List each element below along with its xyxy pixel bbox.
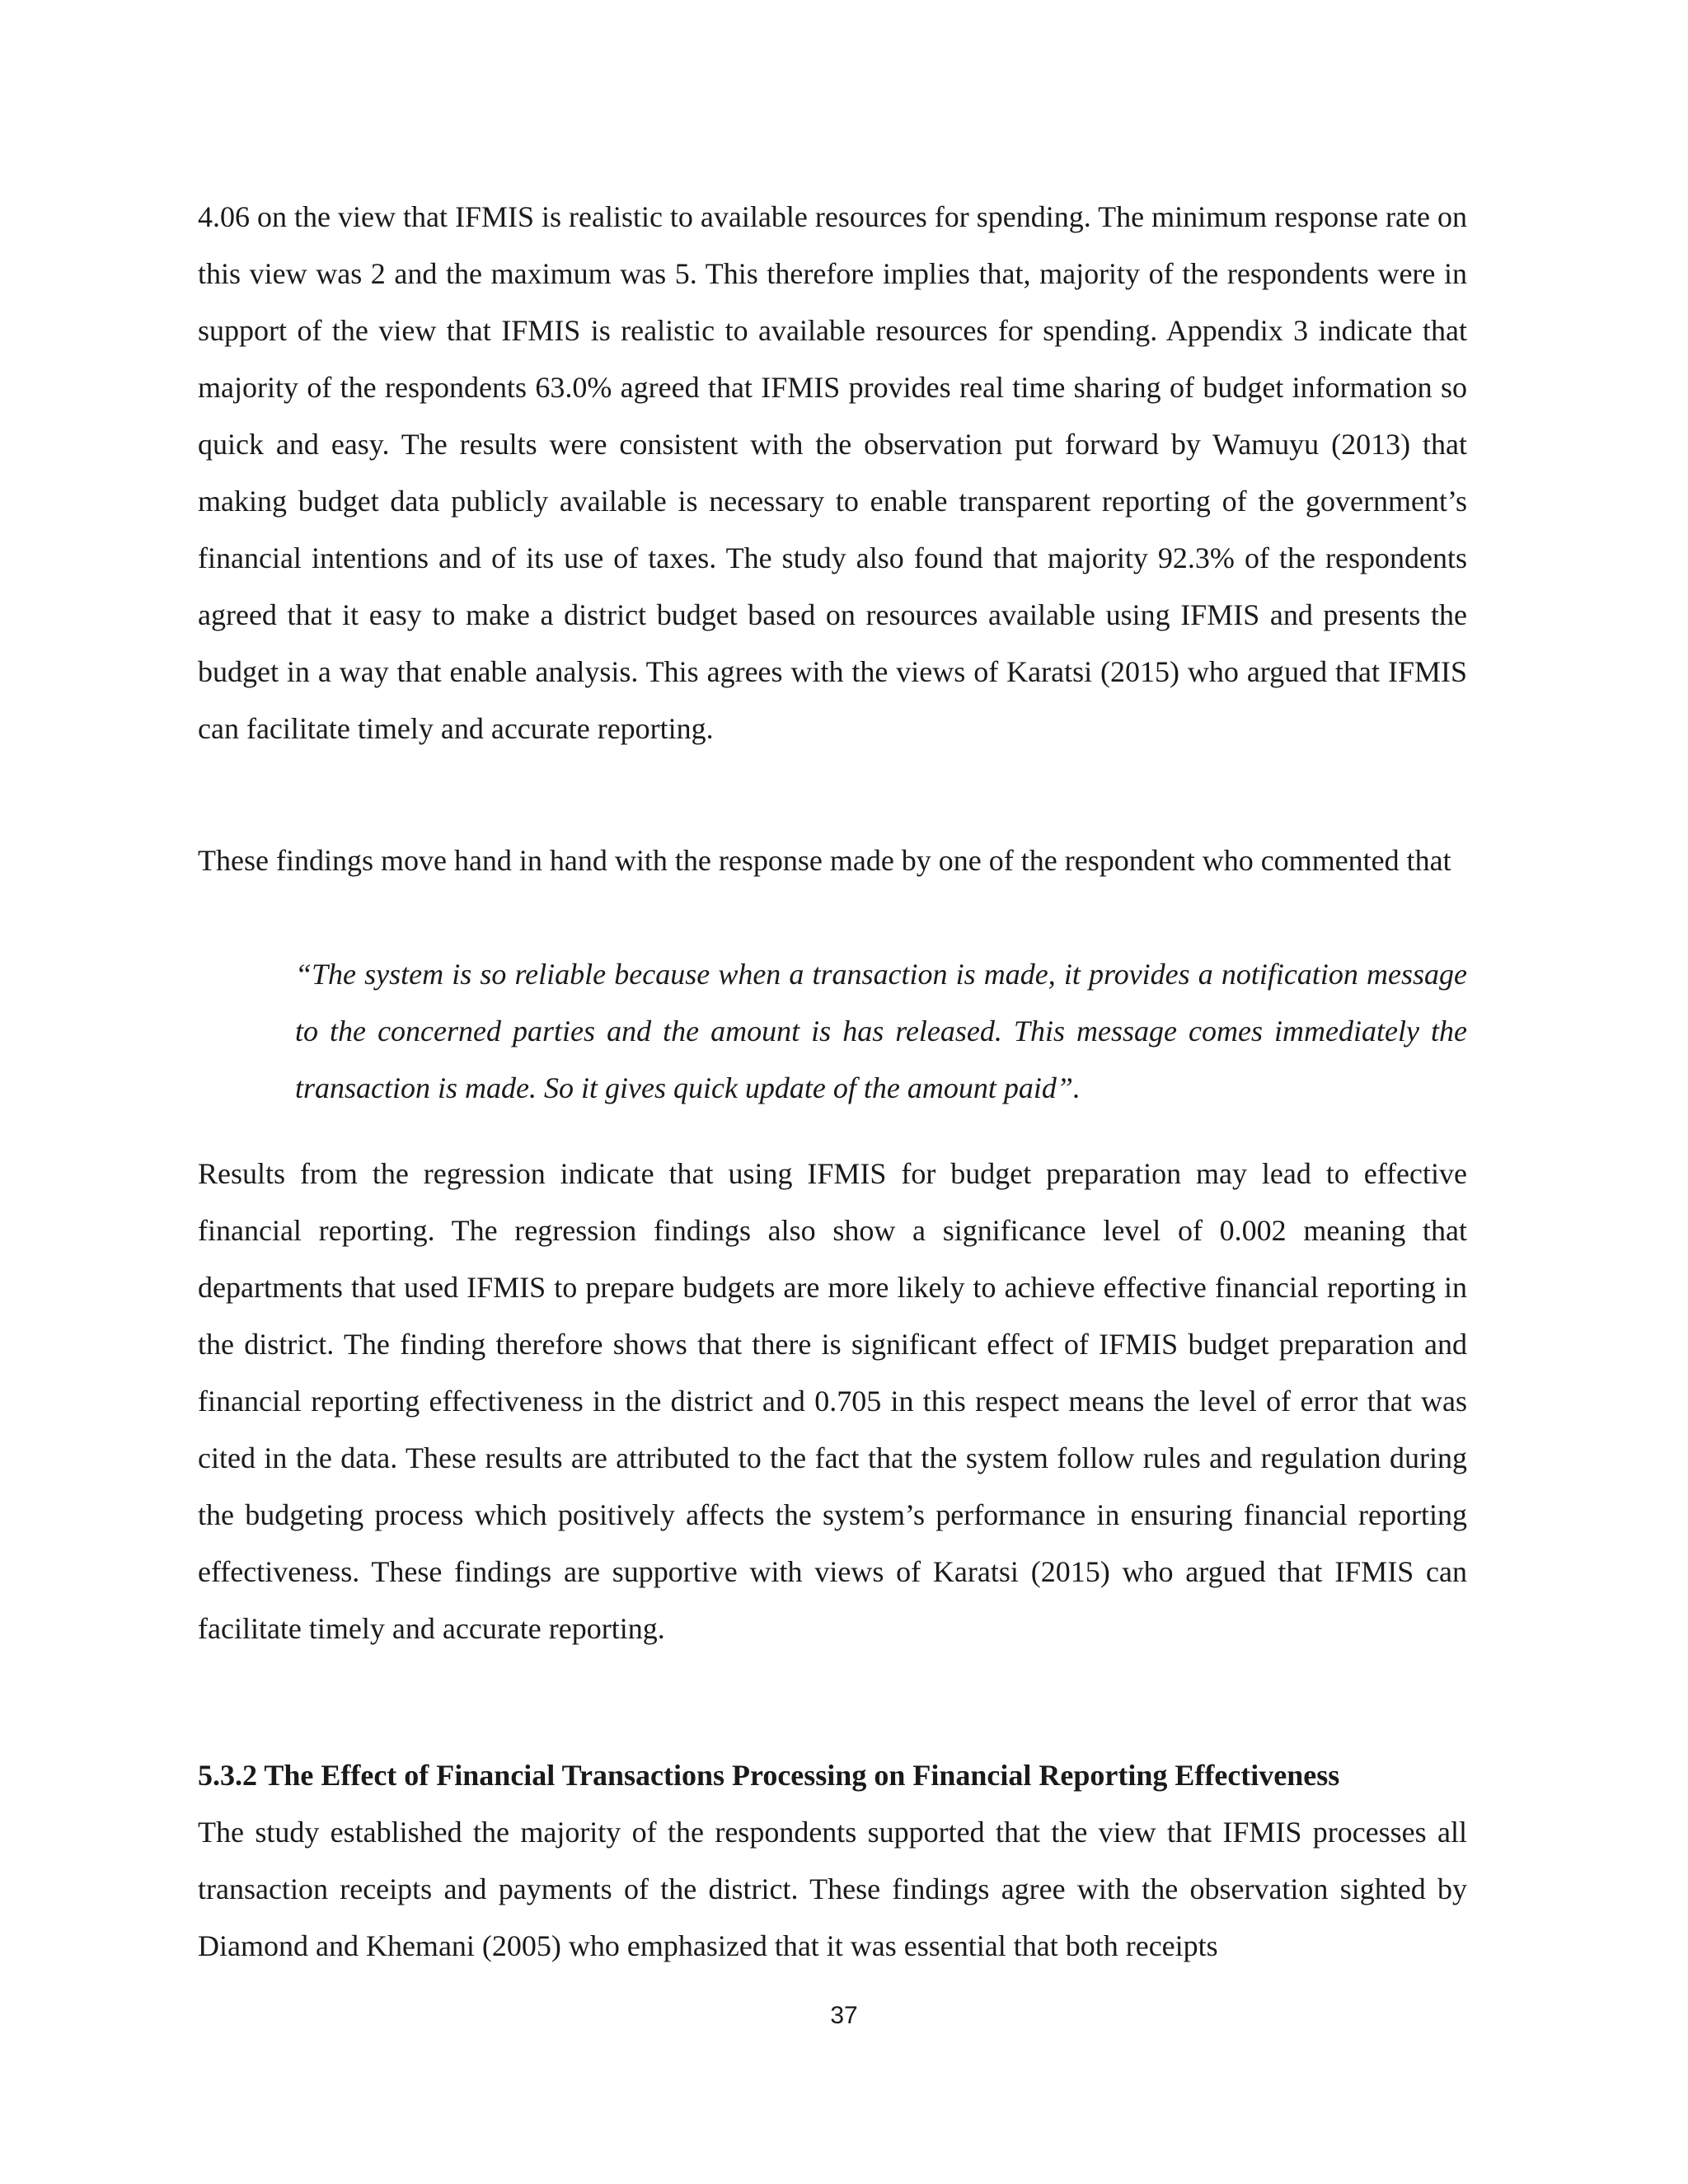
page-number: 37 (830, 2002, 858, 2029)
paragraph-ifmis-budget-findings: 4.06 on the view that IFMIS is realistic to available resources for spending. The minimum response rate on this view was 2 and the maximum was 5. This therefore implies that, majority of the respondents were in support of the view that IFMIS is realistic to available resources for spending. Appendix 3 indicate that majority of the respondents 63.0% agreed that IFMIS provides real time sharing of budget information so quick and easy. The results were consistent with the observation put forward by Wamuyu (2013) that making budget data publicly available is necessary to enable transparent reporting of the government’s financial intentions and of its use of taxes. The study also found that majority 92.3% of the respondents agreed that it easy to make a district budget based on resources available using IFMIS and presents the budget in a way that enable analysis. This agrees with the views of Karatsi (2015) who argued that IFMIS can facilitate timely and accurate reporting. (198, 200, 1467, 745)
respondent-quote: “The system is so reliable because when a transaction is made, it provides a notification message to the concerned parties and the amount is has released. This message comes immediately the transaction is made. So it gives quick update of the amount paid”. (295, 958, 1467, 1104)
paragraph-regression-results: Results from the regression indicate that using IFMIS for budget preparation may lead to effective financial reporting. The regression findings also show a significance level of 0.002 meaning that departments that used IFMIS to prepare budgets are more likely to achieve effective financial reporting in the district. The finding therefore shows that there is significant effect of IFMIS budget preparation and financial reporting effectiveness in the district and 0.705 in this respect means the level of error that was cited in the data. These results are attributed to the fact that the system follow rules and regulation during the budgeting process which positively affects the system’s performance in ensuring financial reporting effectiveness. These findings are supportive with views of Karatsi (2015) who argued that IFMIS can facilitate timely and accurate reporting. (198, 1157, 1467, 1645)
section-heading: 5.3.2 The Effect of Financial Transactions Processing on Financial Reporting Effectiveness (198, 1759, 1340, 1792)
paragraph-respondent-comment-intro: These findings move hand in hand with the response made by one of the respondent who commented that (198, 844, 1451, 877)
paragraph-transactions-processing: The study established the majority of the respondents supported that the view that IFMIS processes all transaction receipts and payments of the district. These findings agree with the observation sighted by Diamond and Khemani (2005) who emphasized that it was essential that both receipts (198, 1816, 1467, 1962)
